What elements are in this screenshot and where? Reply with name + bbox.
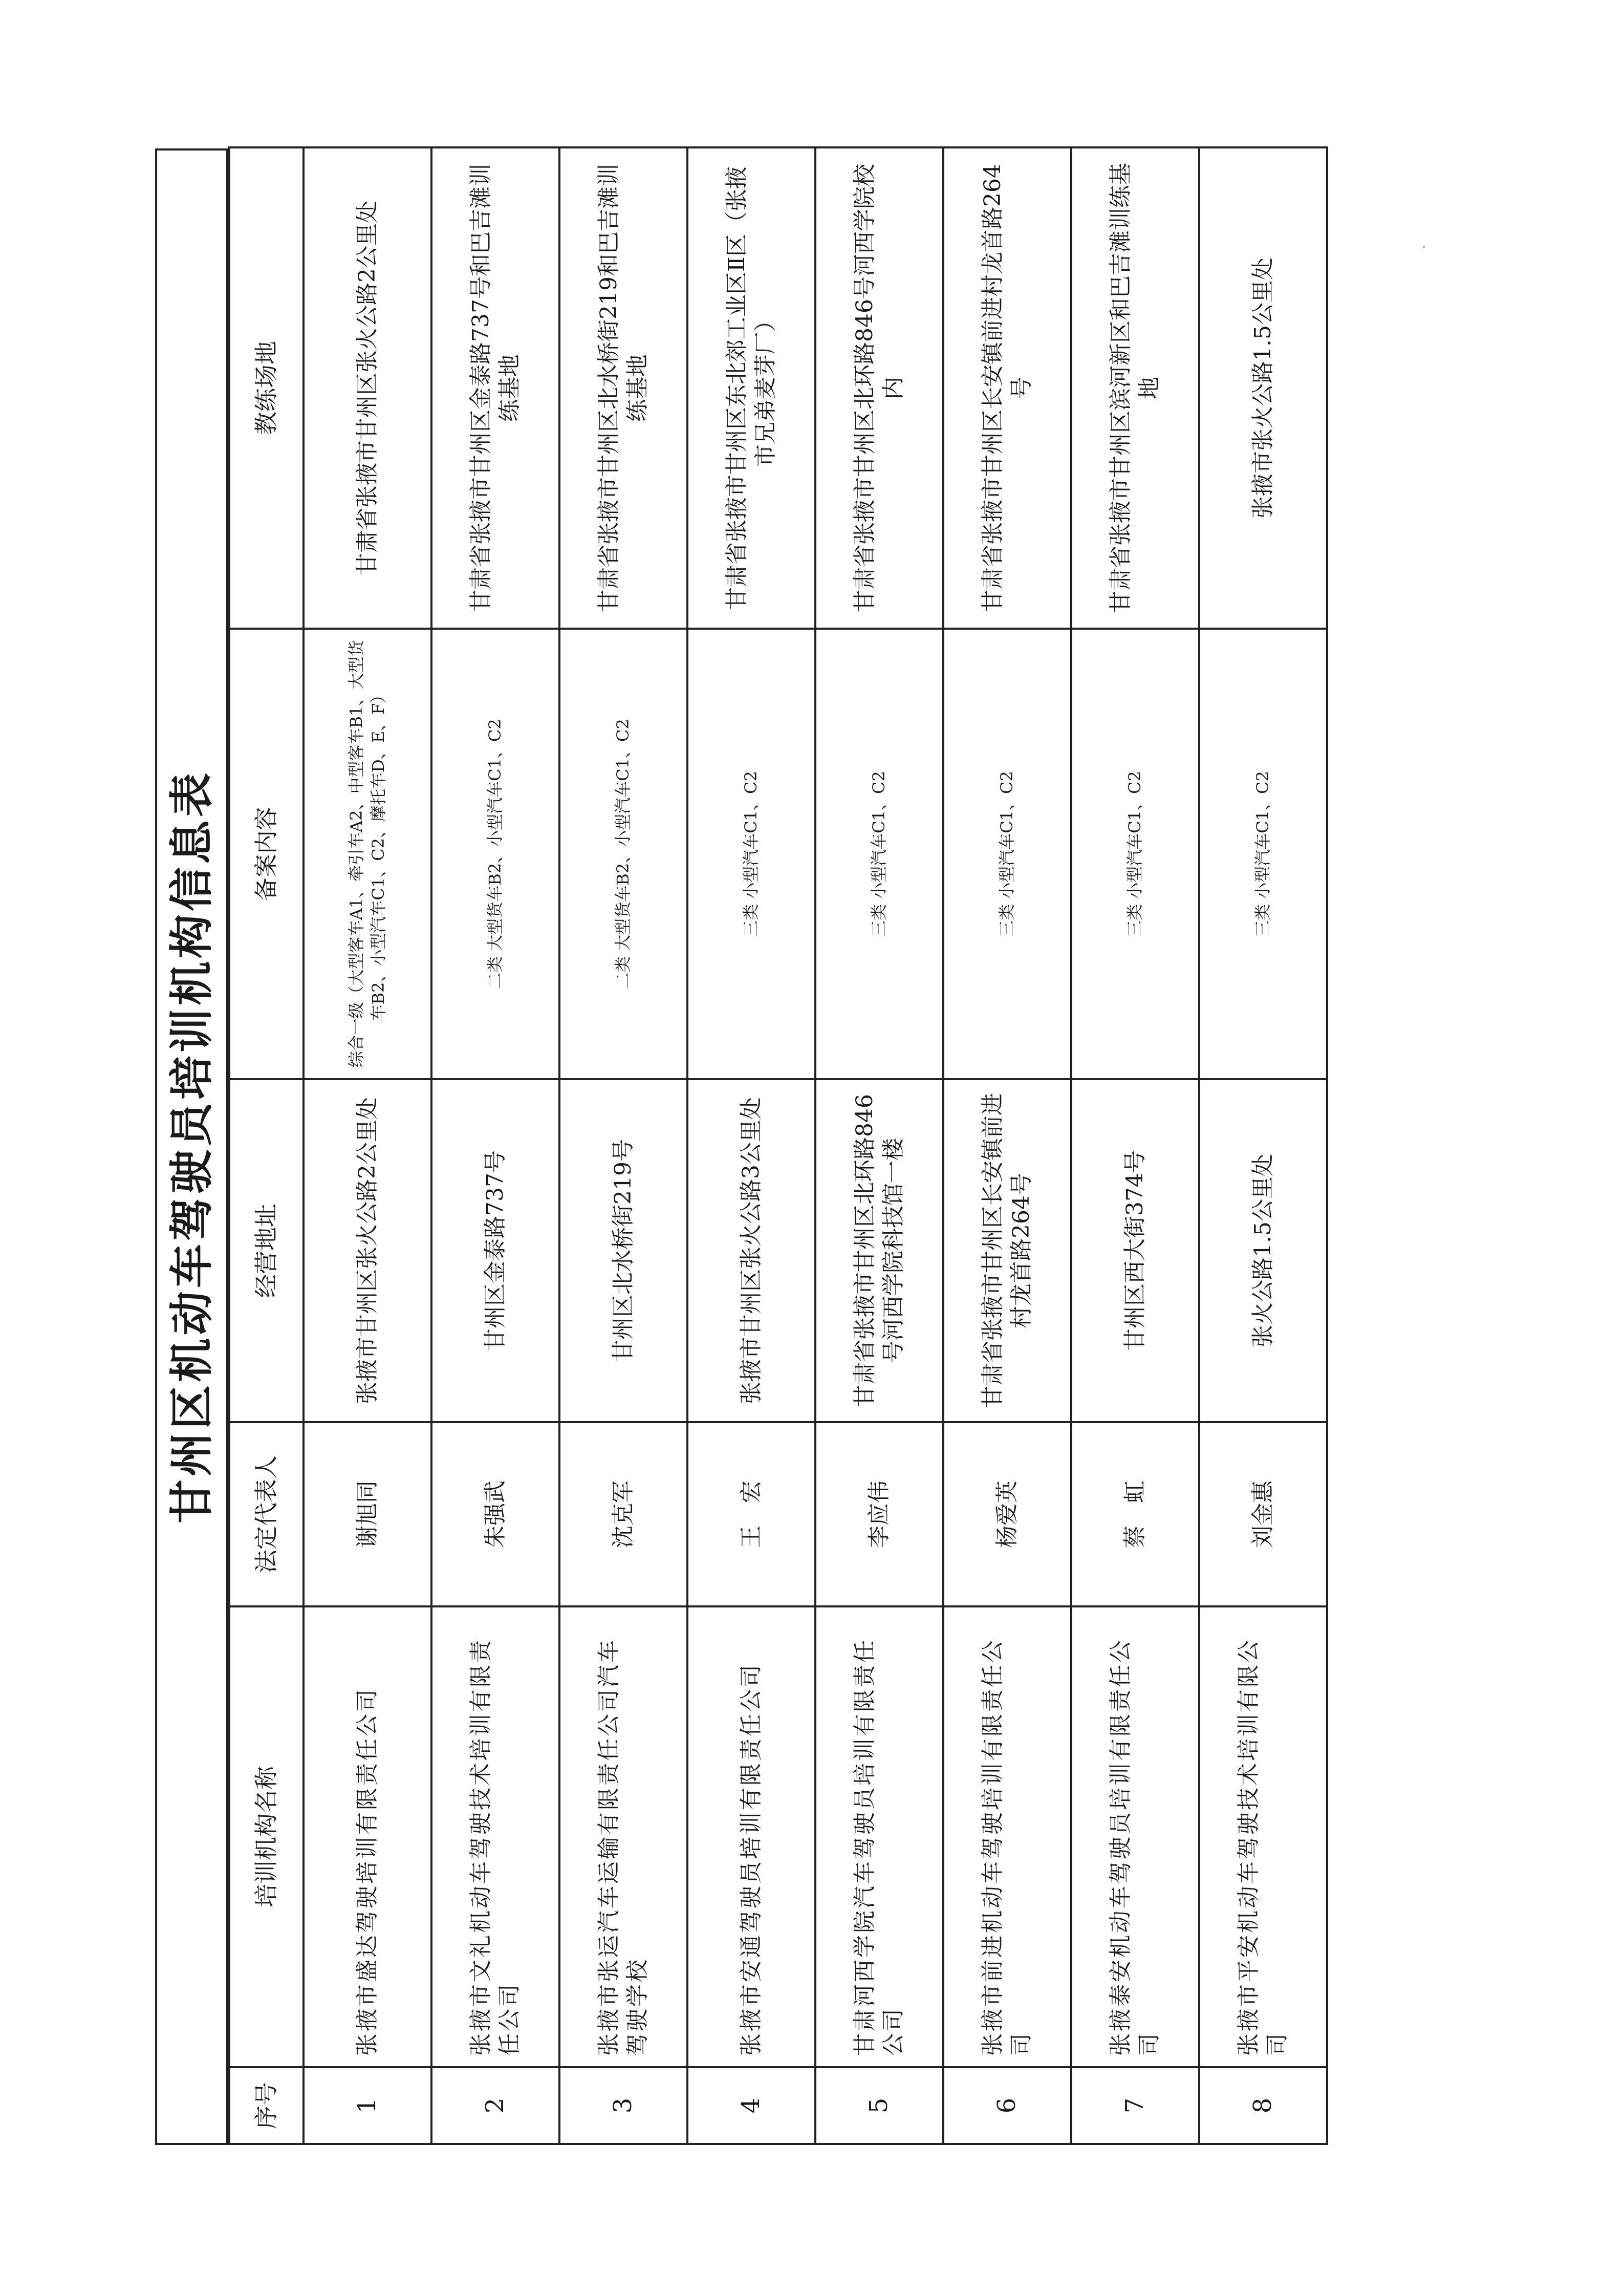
header-row bbox=[229, 147, 304, 2144]
table-row bbox=[304, 147, 431, 2144]
cell-addr: 张掖市甘州区张火公路3公里处 bbox=[687, 1079, 815, 1422]
cell-name: 张掖市文礼机动车驾驶技术培训有限责任公司 bbox=[431, 1606, 559, 2067]
cell-name: 张掖市前进机动车驾驶培训有限责任公司 bbox=[943, 1606, 1071, 2067]
cell-addr: 甘州区北水桥街219号 bbox=[559, 1079, 687, 1422]
cell-site: 甘肃省张掖市甘州区张火公路2公里处 bbox=[304, 147, 431, 629]
cell-site: 张掖市张火公路1.5公里处 bbox=[1199, 147, 1327, 629]
cell-seq: 5 bbox=[815, 2067, 943, 2144]
cell-seq: 7 bbox=[1071, 2067, 1199, 2144]
cell-seq: 4 bbox=[687, 2067, 815, 2144]
cell-seq: 3 bbox=[559, 2067, 687, 2144]
cell-addr: 甘州区西大街374号 bbox=[1071, 1079, 1199, 1422]
scan-speck bbox=[1423, 246, 1425, 248]
cell-name: 张掖市盛达驾驶培训有限责任公司 bbox=[304, 1606, 431, 2067]
cell-name: 张掖市平安机动车驾驶技术培训有限公司 bbox=[1199, 1606, 1327, 2067]
cell-rep: 朱强武 bbox=[431, 1422, 559, 1606]
cell-name: 张掖市张运汽车运输有限责任公司汽车驾驶学校 bbox=[559, 1606, 687, 2067]
cell-rep: 李应伟 bbox=[815, 1422, 943, 1606]
header-rep: 法定代表人 bbox=[229, 1422, 304, 1606]
table-row bbox=[559, 147, 687, 2144]
cell-rep: 刘金惠 bbox=[1199, 1422, 1327, 1606]
cell-record: 三类 小型汽车C1、C2 bbox=[1199, 629, 1327, 1079]
cell-record: 二类 大型货车B2、小型汽车C1、C2 bbox=[431, 629, 559, 1079]
header-record: 备案内容 bbox=[229, 629, 304, 1079]
title-frame bbox=[155, 148, 228, 2145]
table-row bbox=[1199, 147, 1327, 2144]
header-seq: 序号 bbox=[229, 2067, 304, 2144]
cell-addr: 张火公路1.5公里处 bbox=[1199, 1079, 1327, 1422]
cell-seq: 8 bbox=[1199, 2067, 1327, 2144]
cell-rep: 杨爱英 bbox=[943, 1422, 1071, 1606]
cell-record: 二类 大型货车B2、小型汽车C1、C2 bbox=[559, 629, 687, 1079]
header-site: 教练场地 bbox=[229, 147, 304, 629]
header-name: 培训机构名称 bbox=[229, 1606, 304, 2067]
cell-seq: 2 bbox=[431, 2067, 559, 2144]
table-row bbox=[943, 147, 1071, 2144]
cell-addr: 甘州区金泰路737号 bbox=[431, 1079, 559, 1422]
cell-name: 张掖泰安机动车驾驶员培训有限责任公司 bbox=[1071, 1606, 1199, 2067]
cell-record: 综合一级（大型客车A1、牵引车A2、中型客车B1、大型货车B2、小型汽车C1、C2、摩托车D、E、F） bbox=[304, 629, 431, 1079]
cell-seq: 1 bbox=[304, 2067, 431, 2144]
info-table bbox=[228, 146, 1328, 2145]
cell-rep: 沈克军 bbox=[559, 1422, 687, 1606]
table-row bbox=[815, 147, 943, 2144]
cell-record: 三类 小型汽车C1、C2 bbox=[815, 629, 943, 1079]
cell-addr: 张掖市甘州区张火公路2公里处 bbox=[304, 1079, 431, 1422]
cell-site: 甘肃省张掖市甘州区滨河新区和巴吉滩训练基地 bbox=[1071, 147, 1199, 629]
rotated-table-sheet bbox=[155, 148, 1307, 2145]
cell-rep: 王 宏 bbox=[687, 1422, 815, 1606]
table-row bbox=[1071, 147, 1199, 2144]
cell-addr: 甘肃省张掖市甘州区长安镇前进村龙首路264号 bbox=[943, 1079, 1071, 1422]
document-title: 甘州区机动车驾驶员培训机构信息表 bbox=[157, 151, 228, 2143]
cell-rep: 蔡 虹 bbox=[1071, 1422, 1199, 1606]
header-addr: 经营地址 bbox=[229, 1079, 304, 1422]
cell-site: 甘肃省张掖市甘州区北水桥街219和巴吉滩训练基地 bbox=[559, 147, 687, 629]
cell-site: 甘肃省张掖市甘州区北环路846号河西学院校内 bbox=[815, 147, 943, 629]
cell-name: 甘肃河西学院汽车驾驶员培训有限责任公司 bbox=[815, 1606, 943, 2067]
cell-name: 张掖市安通驾驶员培训有限责任公司 bbox=[687, 1606, 815, 2067]
cell-site: 甘肃省张掖市甘州区长安镇前进村龙首路264号 bbox=[943, 147, 1071, 629]
cell-site: 甘肃省张掖市甘州区金泰路737号和巴吉滩训练基地 bbox=[431, 147, 559, 629]
cell-record: 三类 小型汽车C1、C2 bbox=[943, 629, 1071, 1079]
table-row bbox=[687, 147, 815, 2144]
cell-addr: 甘肃省张掖市甘州区北环路846号河西学院科技馆一楼 bbox=[815, 1079, 943, 1422]
cell-site: 甘肃省张掖市甘州区东北郊工业区Ⅱ区（张掖市兄弟麦芽厂） bbox=[687, 147, 815, 629]
cell-record: 三类 小型汽车C1、C2 bbox=[687, 629, 815, 1079]
cell-record: 三类 小型汽车C1、C2 bbox=[1071, 629, 1199, 1079]
cell-rep: 谢旭同 bbox=[304, 1422, 431, 1606]
cell-seq: 6 bbox=[943, 2067, 1071, 2144]
table-row bbox=[431, 147, 559, 2144]
